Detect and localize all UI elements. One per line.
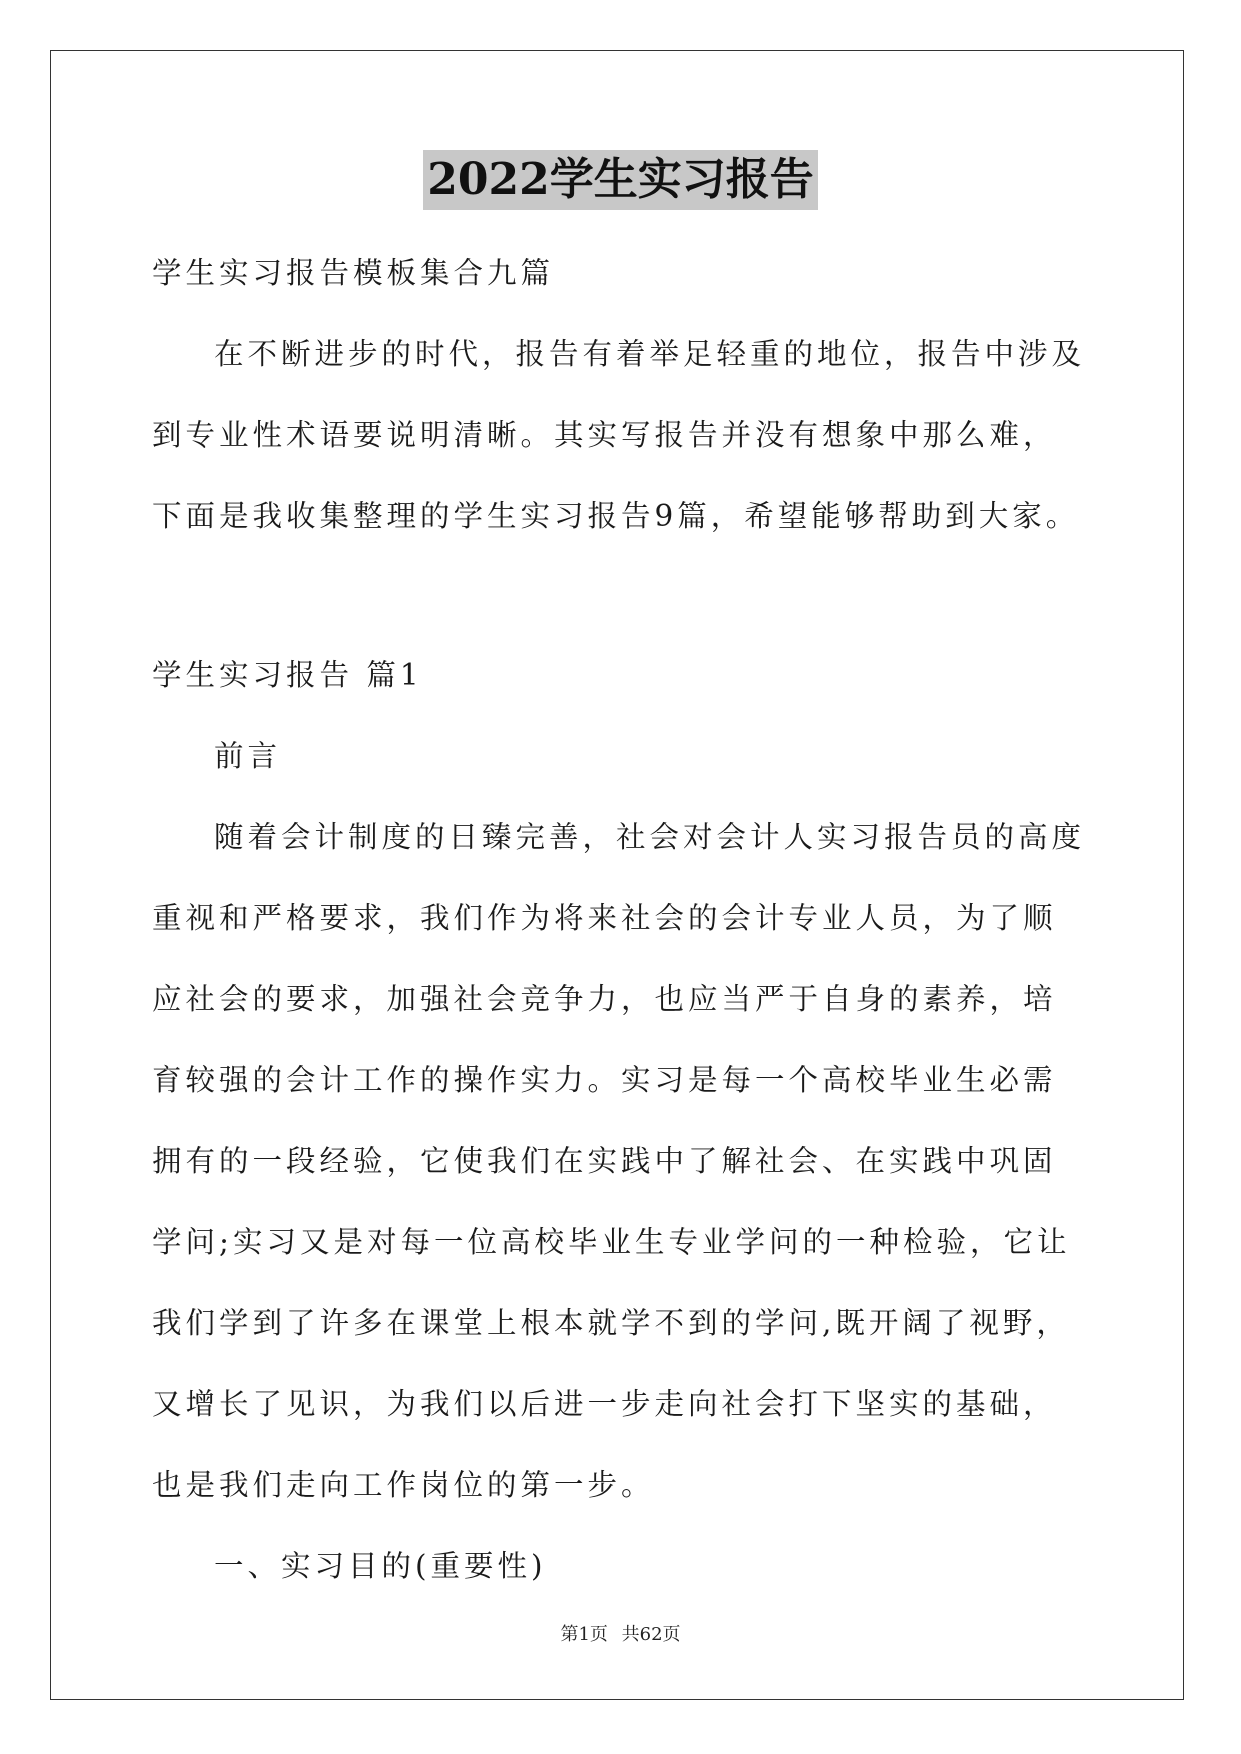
title-container [0, 150, 1241, 210]
intro-paragraph: 在不断进步的时代，报告有着举足轻重的地位，报告中涉及到专业性术语要说明清晰。其实写报告并没有想象中那么难，下面是我收集整理的学生实习报告9篇，希望能够帮助到大家。 [152, 337, 1086, 533]
document-subtitle: 学生实习报告模板集合九篇 [152, 256, 555, 290]
section-heading: 学生实习报告 篇1 [152, 658, 423, 692]
preface-heading: 前言 [214, 739, 282, 773]
page-number: 第1页 [560, 1624, 608, 1645]
page-footer [0, 1620, 1241, 1646]
preface-paragraph: 随着会计制度的日臻完善，社会对会计人实习报告员的高度重视和严格要求，我们作为将来社会的会计专业人员，为了顺应社会的要求，加强社会竞争力，也应当严于自身的素养，培育较强的会计工作的操作实力。实习是每一个高校毕业生必需拥有的一段经验，它使我们在实践中了解社会、在实践中巩固学问;实习又是对每一位高校毕业生专业学问的一种检验，它让我们学到了许多在课堂上根本就学不到的学问,既开阔了视野，又增长了见识，为我们以后进一步走向社会打下坚实的基础，也是我们走向工作岗位的第一步。 [152, 820, 1086, 1502]
section-spacer [152, 557, 1087, 635]
document-body [152, 233, 1087, 1607]
page-total: 共62页 [621, 1624, 681, 1645]
document-title: 2022学生实习报告 [423, 150, 817, 210]
item-heading: 一、实习目的(重要性) [214, 1549, 547, 1583]
